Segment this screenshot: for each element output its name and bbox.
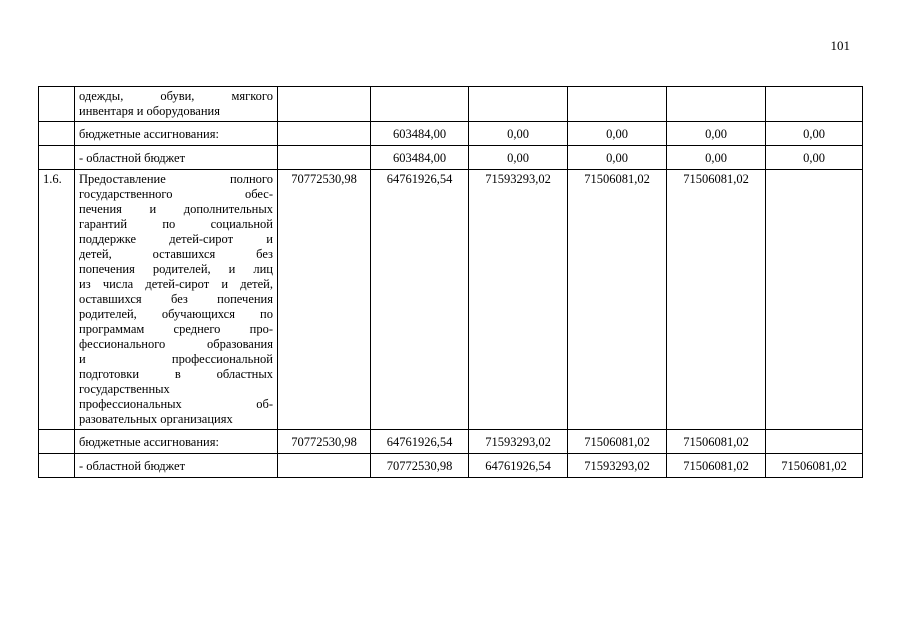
row-name-line: государственных bbox=[79, 382, 170, 396]
value-cell: 71506081,02 bbox=[667, 454, 766, 478]
value-cell bbox=[469, 87, 568, 122]
table-row bbox=[39, 122, 863, 146]
value-cell: 0,00 bbox=[568, 122, 667, 146]
table-row bbox=[39, 170, 863, 430]
value-cell bbox=[667, 87, 766, 122]
empty-cell bbox=[766, 170, 863, 430]
value-cell: 70772530,98 bbox=[278, 170, 371, 430]
value-cell: 70772530,98 bbox=[278, 430, 371, 454]
value-cell bbox=[766, 87, 863, 122]
row-number-cell bbox=[39, 87, 75, 122]
empty-cell bbox=[278, 122, 371, 146]
value-cell: 603484,00 bbox=[371, 146, 469, 170]
value-cell: 71593293,02 bbox=[568, 454, 667, 478]
row-name-line: гарантий по социальной bbox=[79, 217, 273, 231]
row-name-cell: бюджетные ассигнования: bbox=[75, 430, 278, 454]
value-cell: 64761926,54 bbox=[469, 454, 568, 478]
value-cell: 0,00 bbox=[469, 146, 568, 170]
row-name-line: оставшихся без попечения bbox=[79, 292, 273, 306]
value-cell: 71506081,02 bbox=[667, 170, 766, 430]
empty-cell bbox=[278, 454, 371, 478]
empty-cell bbox=[278, 146, 371, 170]
row-name-line: детей, оставшихся без bbox=[79, 247, 273, 261]
value-cell: 71506081,02 bbox=[568, 430, 667, 454]
row-name-line: государственного обес- bbox=[79, 187, 273, 201]
value-cell: 70772530,98 bbox=[371, 454, 469, 478]
row-name-line: профессиональных об- bbox=[79, 397, 273, 411]
value-cell: 71593293,02 bbox=[469, 170, 568, 430]
empty-cell bbox=[766, 430, 863, 454]
value-cell: 71593293,02 bbox=[469, 430, 568, 454]
row-name-cell: - областной бюджет bbox=[75, 454, 278, 478]
page-number: 101 bbox=[830, 38, 850, 53]
row-name-line: программам среднего про- bbox=[79, 322, 273, 336]
value-cell: 0,00 bbox=[667, 146, 766, 170]
row-name-line: родителей, обучающихся по bbox=[79, 307, 273, 321]
row-name-line: и профессиональной bbox=[79, 352, 273, 366]
value-cell: 71506081,02 bbox=[667, 430, 766, 454]
table-row bbox=[39, 430, 863, 454]
row-name-line: Предоставление полного bbox=[79, 172, 273, 186]
budget-table bbox=[38, 86, 863, 478]
value-cell: 0,00 bbox=[766, 146, 863, 170]
row-number-cell bbox=[39, 430, 75, 454]
row-name-line: инвентаря и оборудования bbox=[79, 104, 220, 118]
value-cell: 603484,00 bbox=[371, 122, 469, 146]
row-name-line: фессионального образования bbox=[79, 337, 273, 351]
row-name-line: печения и дополнительных bbox=[79, 202, 273, 216]
row-number-cell bbox=[39, 454, 75, 478]
row-name-line: попечения родителей, и лиц bbox=[79, 262, 273, 276]
row-number-cell: 1.6. bbox=[39, 170, 75, 430]
row-name-line: поддержке детей-сирот и bbox=[79, 232, 273, 246]
row-name-cell bbox=[75, 170, 278, 430]
row-name-line: разовательных организациях bbox=[79, 412, 233, 426]
row-name-line: из числа детей-сирот и детей, bbox=[79, 277, 273, 291]
row-name-line: подготовки в областных bbox=[79, 367, 273, 381]
value-cell: 0,00 bbox=[469, 122, 568, 146]
row-name-cell: бюджетные ассигнования: bbox=[75, 122, 278, 146]
value-cell: 0,00 bbox=[667, 122, 766, 146]
value-cell: 0,00 bbox=[568, 146, 667, 170]
value-cell: 64761926,54 bbox=[371, 430, 469, 454]
empty-cell bbox=[278, 87, 371, 122]
value-cell: 64761926,54 bbox=[371, 170, 469, 430]
table-row bbox=[39, 454, 863, 478]
row-number-cell bbox=[39, 146, 75, 170]
value-cell: 0,00 bbox=[766, 122, 863, 146]
value-cell bbox=[568, 87, 667, 122]
table-row bbox=[39, 87, 863, 122]
value-cell: 71506081,02 bbox=[568, 170, 667, 430]
row-number-cell bbox=[39, 122, 75, 146]
value-cell bbox=[371, 87, 469, 122]
row-name-cell bbox=[75, 87, 278, 122]
row-name-line: одежды, обуви, мягкого bbox=[79, 89, 273, 103]
table-row bbox=[39, 146, 863, 170]
row-name-cell: - областной бюджет bbox=[75, 146, 278, 170]
value-cell: 71506081,02 bbox=[766, 454, 863, 478]
